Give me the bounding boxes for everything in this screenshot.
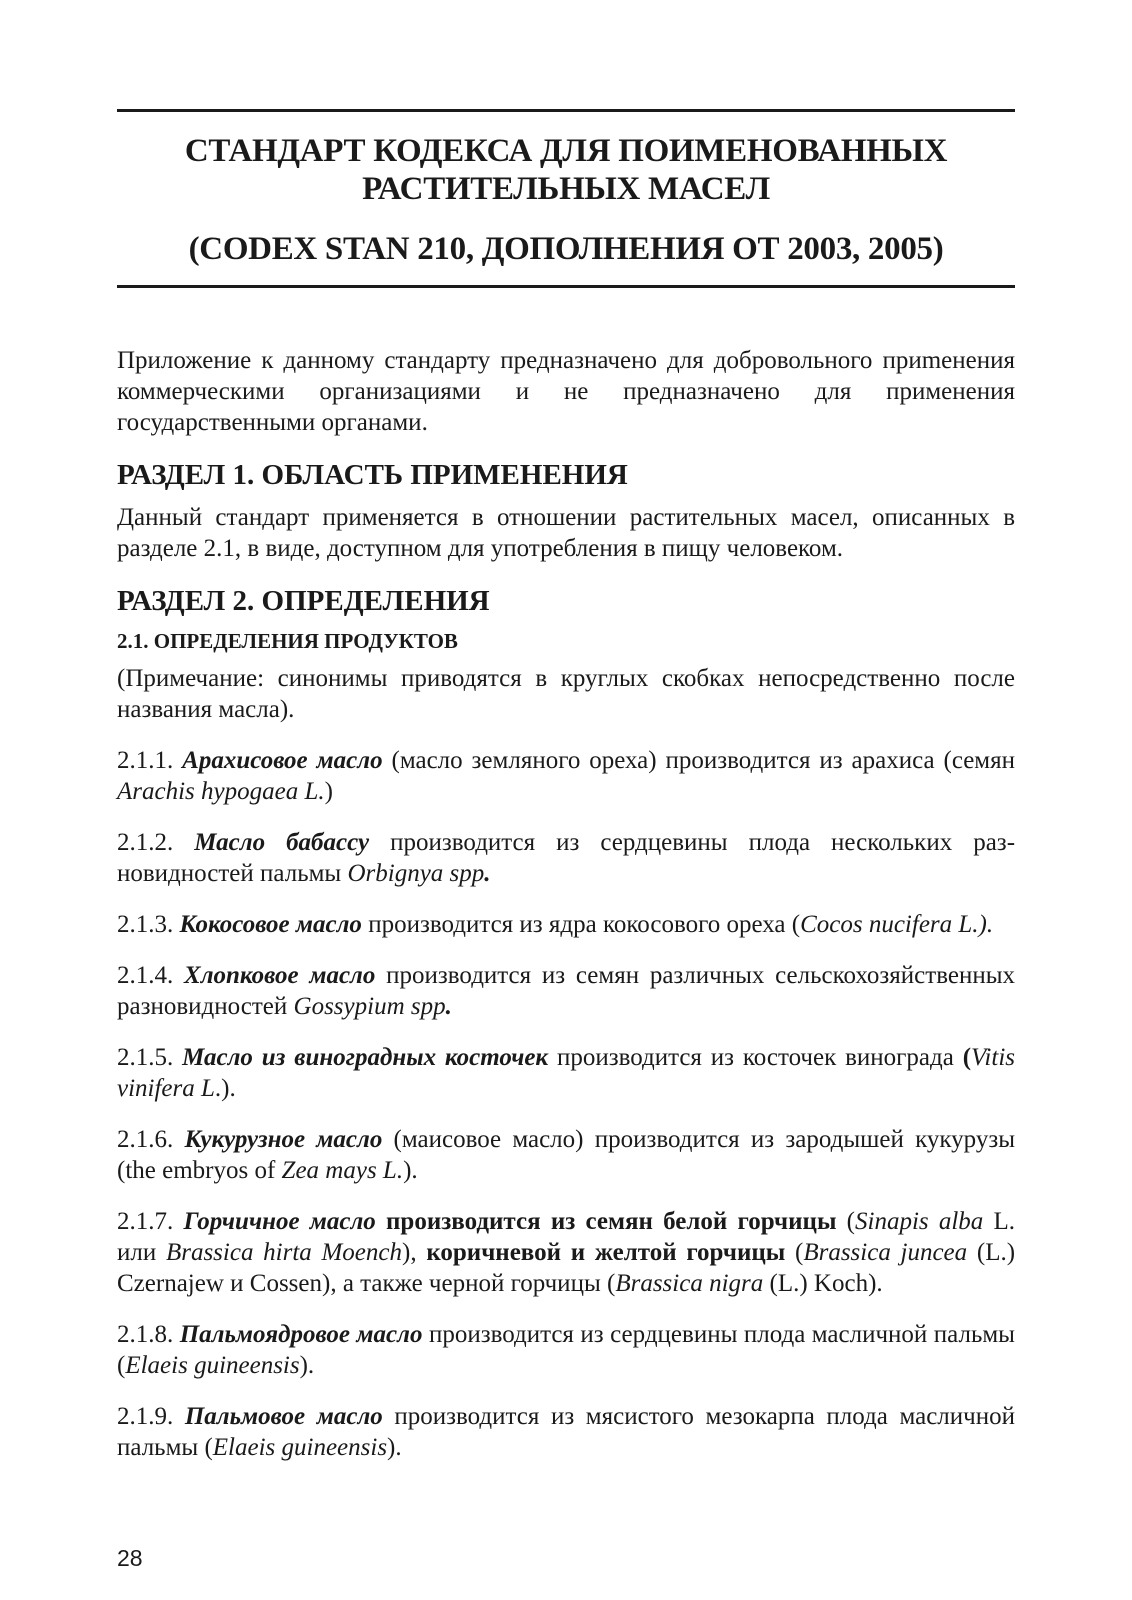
oil-name: Горчичное масло [183,1208,376,1235]
scientific-name: Orbignya spp [347,860,485,887]
definition-text: .). [214,1075,236,1102]
definition-bold-text: производится из семян белой горчицы [375,1208,837,1235]
intro-paragraph: Приложение к данному стандарту предназначено для добровольного приmенения коммерческими организациями и не предназначено для применения государственными органами. [117,347,1015,436]
scientific-name: Brassica hirta Moench [165,1239,403,1266]
definition-end: . [484,860,491,887]
definition-text: производится из косточек винограда [548,1044,963,1071]
definition-text: ). [403,1157,418,1184]
section-2-heading: РАЗДЕЛ 2. ОПРЕДЕЛЕНИЯ [117,585,490,617]
definition-text: ) [324,778,333,805]
definition-2-1-1 [117,745,1015,807]
definition-number: 2.1.1. [117,747,174,774]
definition-2-1-3 [117,909,1015,940]
definition-text: (масло земляного ореха) производится из арахиса (семян [382,747,1016,774]
oil-name: Масло бабассу [194,829,370,856]
definition-text: производится из мясистого мезокарпа плода масличной пальмы ( [117,1403,1015,1461]
definition-text: ), [402,1239,427,1266]
section-1-text: Данный стандарт применяется в отношении растительных масел, описанных в разделе 2.1, в виде, доступном для употребления в пищу человеком. [117,504,1015,562]
scientific-name: Zea mays L. [281,1157,404,1184]
definition-text: производится из сердцевины плода нескольких разновидностей пальмы [117,829,1016,887]
scientific-name: Brassica juncea [803,1239,968,1266]
page-number: 28 [117,1545,143,1571]
title-line-2: РАСТИТЕЛЬНЫХ МАСЕЛ [362,171,770,207]
oil-name: Арахисовое масло [182,747,383,774]
scientific-name: Gossypium spp [293,993,446,1020]
definition-2-1-6 [117,1124,1015,1186]
oil-name: Пальмоядровое масло [179,1321,423,1348]
definition-2-1-2 [117,827,1015,889]
definition-2-1-9 [117,1401,1015,1463]
section-1-heading: РАЗДЕЛ 1. ОБЛАСТЬ ПРИМЕНЕНИЯ [117,459,628,491]
scientific-name: Sinapis alba [855,1208,984,1235]
definition-text: ( [836,1208,856,1235]
definition-2-1-5 [117,1042,1015,1104]
definition-text: ). [299,1352,315,1379]
definition-text: (маисовое масло) производится из зародышей кукурузы (the embryos of [117,1126,1015,1184]
definition-text: производится из семян различных сельскохозяйственных разновидностей [117,962,1016,1020]
bottom-rule [117,285,1015,288]
definition-text: производится из сердцевины плода масличной пальмы ( [117,1321,1015,1379]
definition-number: 2.1.7. [117,1208,174,1235]
definition-number: 2.1.3. [117,911,174,938]
open-paren: ( [962,1044,972,1071]
scientific-name: Elaeis guineensis [212,1434,388,1461]
title-line-1: СТАНДАРТ КОДЕКСА ДЛЯ ПОИМЕНОВАННЫХ [184,133,948,169]
definition-text: производится из ядра кокосового ореха ( [361,911,801,938]
scientific-name: Vitis vinifera L [117,1044,1015,1102]
definition-2-1-7 [117,1206,1015,1299]
definition-2-1-8 [117,1319,1015,1381]
definition-2-1-4 [117,960,1015,1022]
document-body [117,345,1015,1483]
definition-end: . [445,993,452,1020]
definition-text: (L.) Koch). [763,1270,883,1297]
definition-number: 2.1.6. [117,1126,174,1153]
oil-name: Хлопковое масло [184,962,376,989]
definition-number: 2.1.4. [117,962,174,989]
definition-number: 2.1.9. [117,1403,174,1430]
title-line-3: (CODEX STAN 210, ДОПОЛНЕНИЯ ОТ 2003, 2005) [188,231,944,267]
scientific-name: Arachis hypogaea L. [117,778,325,805]
definition-text: (L.) Czernajew и Cossen), а также черной горчицы ( [117,1239,1016,1297]
oil-name: Кокосовое масло [179,911,362,938]
definition-text: L. или [117,1208,1016,1266]
scientific-name: Brassica nigra [615,1270,764,1297]
definition-number: 2.1.2. [117,829,174,856]
definition-number: 2.1.8. [117,1321,174,1348]
definition-number: 2.1.5. [117,1044,174,1071]
definition-bold-text: коричневой и желтой горчицы [426,1239,786,1266]
oil-name: Кукурузное масло [184,1126,383,1153]
definition-text: ). [387,1434,402,1461]
top-rule [117,109,1015,112]
subsection-2-1-heading: 2.1. ОПРЕДЕЛЕНИЯ ПРОДУКТОВ [117,629,458,653]
oil-name: Масло из виноградных косточек [182,1044,549,1071]
oil-name: Пальмовое масло [184,1403,383,1430]
definition-text: ( [785,1239,804,1266]
definitions-note: (Примечание: синонимы приводятся в круглых скобках непосредственно после названия масла). [117,665,1015,723]
scientific-name: Cocos nucifera L.). [800,911,994,938]
scientific-name: Elaeis guineensis [125,1352,300,1379]
